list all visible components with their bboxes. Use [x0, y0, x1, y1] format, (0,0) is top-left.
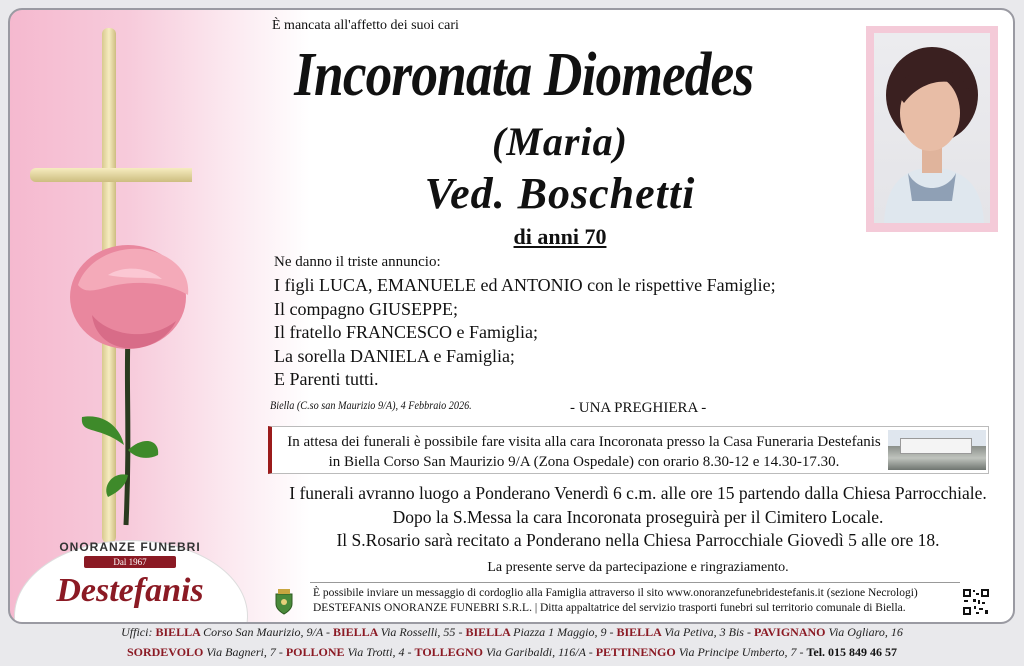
footer-separator: -	[455, 625, 466, 639]
footer-office-city: BIELLA	[155, 625, 204, 639]
footer-office-address: Corso San Maurizio, 9/A	[203, 625, 323, 639]
footer-office-city: SORDEVOLO	[126, 645, 207, 659]
divider	[310, 582, 960, 583]
footer-separator: -	[585, 645, 596, 659]
rose-icon	[68, 235, 198, 530]
footer-office-city: BIELLA	[332, 625, 381, 639]
mourner-line: Il fratello FRANCESCO e Famiglia;	[274, 322, 538, 342]
funeral-home-photo	[888, 430, 986, 470]
online-condolences	[313, 586, 918, 616]
mourners-list	[274, 274, 776, 392]
logo-top-text: ONORANZE FUNEBRI	[59, 540, 201, 554]
destefanis-logo	[14, 530, 246, 624]
footer-office-city: TOLLEGNO	[414, 645, 487, 659]
footer-office-address: Via Petiva, 3 Bis	[664, 625, 744, 639]
online-line: DESTEFANIS ONORANZE FUNEBRI S.R.L. | Ditta appaltatrice del servizio trasporti funebri sul territorio comunale di Biella.	[313, 602, 906, 614]
prayer-heading: - UNA PREGHIERA -	[570, 400, 707, 416]
footer-office-city: BIELLA	[616, 625, 665, 639]
mourner-line: E Parenti tutti.	[274, 369, 379, 389]
thanks-text: La presente serve da partecipazione e ringraziamento.	[487, 560, 789, 575]
footer-row-1	[0, 622, 1024, 642]
footer-separator: Uffici:	[121, 625, 156, 639]
announce-intro: Ne danno il triste annuncio:	[274, 254, 441, 270]
footer-office-address: Via Principe Umberto, 7	[678, 645, 797, 659]
footer-row-2: SORDEVOLO Via Bagneri, 7 - POLLONE Via Trotti, 4 - TOLLEGNO Via Garibaldi, 116/A - PETTINENGO Via Principe Umberto, 7 - Tel. 015 849 46 57	[126, 645, 898, 659]
footer-office-city: PETTINENGO	[595, 645, 679, 659]
footer-office-address: Via Ogliaro, 16	[828, 625, 903, 639]
footer-phone: Tel. 015 849 46 57	[806, 645, 898, 659]
footer-office-address: Via Garibaldi, 116/A	[486, 645, 586, 659]
funeral-line: Dopo la S.Messa la cara Incoronata proseguirà per il Cimitero Locale.	[392, 506, 884, 527]
age: di anni 70	[513, 224, 607, 249]
qr-code-icon	[962, 588, 990, 616]
footer-office-address: Piazza 1 Maggio, 9	[513, 625, 607, 639]
logo-since: Dal 1967	[84, 556, 176, 568]
funeral-line: Il S.Rosario sarà recitato a Ponderano nella Chiesa Parrocchiale Giovedì 5 alle ore 18.	[336, 530, 940, 550]
funeral-details	[268, 482, 1008, 553]
online-line: È possibile inviare un messaggio di cordoglio alla Famiglia attraverso il sito www.onoranzefunebridestefanis.it (sezione Necrologi)	[313, 587, 918, 599]
footer-office-address: Via Rosselli, 55	[380, 625, 456, 639]
deceased-name: Incoronata Diomedes	[294, 41, 754, 109]
mourner-line: I figli LUCA, EMANUELE ed ANTONIO con le rispettive Famiglie;	[274, 275, 776, 295]
logo-brand: Destefanis	[56, 572, 204, 609]
place-date: Biella (C.so san Maurizio 9/A), 4 Febbraio 2026.	[270, 398, 472, 412]
footer-separator: -	[322, 625, 333, 639]
intro-text: È mancata all'affetto dei suoi cari	[272, 18, 459, 33]
visit-info-box	[268, 426, 989, 474]
footer-separator: -	[404, 645, 415, 659]
footer-offices	[0, 622, 1024, 666]
mourner-line: Il compagno GIUSEPPE;	[274, 298, 458, 319]
portrait-image	[874, 33, 990, 223]
footer-separator: -	[743, 625, 754, 639]
footer-separator: -	[606, 625, 617, 639]
footer-office-city: POLLONE	[285, 645, 348, 659]
coat-of-arms-icon	[272, 588, 296, 616]
visit-line: In attesa dei funerali è possibile fare visita alla cara Incoronata presso la Casa Funeraria Destefanis	[287, 434, 881, 450]
footer-office-address: Via Trotti, 4	[347, 645, 405, 659]
widow-of: Ved. Boschetti	[424, 169, 696, 218]
obituary-card	[8, 8, 1015, 624]
footer-office-city: BIELLA	[465, 625, 514, 639]
funeral-line: I funerali avranno luogo a Ponderano Venerdì 6 c.m. alle ore 15 partendo dalla Chiesa Parrocchiale.	[289, 483, 987, 503]
footer-office-address: Via Bagneri, 7	[206, 645, 276, 659]
portrait-photo	[866, 26, 998, 232]
visit-line: in Biella Corso San Maurizio 9/A (Zona Ospedale) con orario 8.30-12 e 14.30-17.30.	[328, 454, 840, 470]
footer-office-city: PAVIGNANO	[753, 625, 829, 639]
mourner-line: La sorella DANIELA e Famiglia;	[274, 345, 515, 366]
deceased-nickname: (Maria)	[492, 119, 628, 164]
footer-separator: -	[275, 645, 286, 659]
